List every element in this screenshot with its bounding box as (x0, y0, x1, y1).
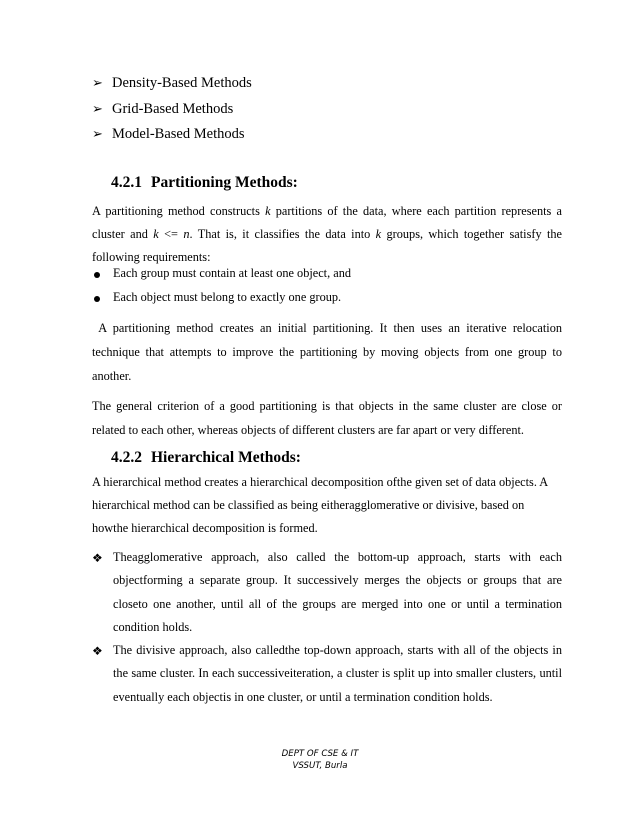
list-item-text: Grid-Based Methods (112, 100, 234, 117)
math-variable: k (265, 204, 271, 218)
arrow-bullet-icon: ➢ (92, 126, 103, 141)
diamond-bullet-icon: ❖ (92, 644, 103, 659)
approaches-list (92, 546, 562, 709)
bullet-dot-icon (94, 272, 100, 278)
partitioning-paragraph-2: A partitioning method creates an initial partitioning. It then uses an iterative relocation technique that attempts to improve the partitioning by moving objects from one group to another. (92, 321, 566, 383)
list-item: ❖ Theagglomerative approach, also called the bottom-up approach, starts with each objectforming a separate group. It successively merges the objects or groups that are closeto one another, until all of the groups are merged into one or until a termination condition holds. (92, 546, 562, 639)
math-variable: k (153, 227, 159, 241)
list-item (92, 121, 252, 147)
section-number: 4.2.1 (111, 174, 142, 191)
section-title: Partitioning Methods: (151, 174, 298, 191)
requirements-list (92, 262, 562, 309)
list-item (92, 70, 252, 96)
math-variable: n (183, 227, 190, 241)
section-heading-hierarchical (111, 449, 301, 467)
method-list (92, 70, 252, 147)
footer-institution: VSSUT, Burla (292, 761, 348, 771)
list-item-text: Density-Based Methods (112, 75, 252, 91)
section-heading-partitioning (111, 174, 298, 192)
section-title: Hierarchical Methods: (151, 449, 301, 466)
list-item: ❖ The divisive approach, also calledthe top-down approach, starts with all of the objects in the same cluster. In each successiveiteration, a cluster is split up into smaller clusters, until eventually each objectis in one cluster, or until a termination condition holds. (92, 639, 562, 709)
math-variable: k (375, 227, 382, 241)
list-item-text: Model-Based Methods (112, 126, 245, 142)
bullet-dot-icon (94, 296, 100, 302)
list-item: Each group must contain at least one object, and (92, 262, 562, 286)
hierarchical-intro: A hierarchical method creates a hierarchical decomposition ofthe given set of data objects. A hierarchical method can be classified as being eitheragglomerative or divisive, based on howthe hierarchical decomposition is formed. (92, 475, 549, 535)
partitioning-paragraph-3: The general criterion of a good partitioning is that objects in the same cluster are close or related to each other, whereas objects of different clusters are far apart or very different. (92, 399, 562, 437)
partitioning-intro: A partitioning method constructs k partitions of the data, where each partition represents a cluster and k <= n. That is, it classifies the data into k groups, which together satisfy the following requirements: (92, 204, 562, 264)
diamond-bullet-icon: ❖ (92, 551, 103, 565)
arrow-bullet-icon: ➢ (92, 75, 103, 90)
page-footer (250, 748, 390, 772)
footer-department: DEPT OF CSE & IT (281, 749, 359, 759)
section-number: 4.2.2 (111, 449, 142, 466)
arrow-bullet-icon: ➢ (92, 100, 103, 116)
list-item (92, 96, 252, 122)
list-item: Each object must belong to exactly one group. (92, 286, 562, 310)
